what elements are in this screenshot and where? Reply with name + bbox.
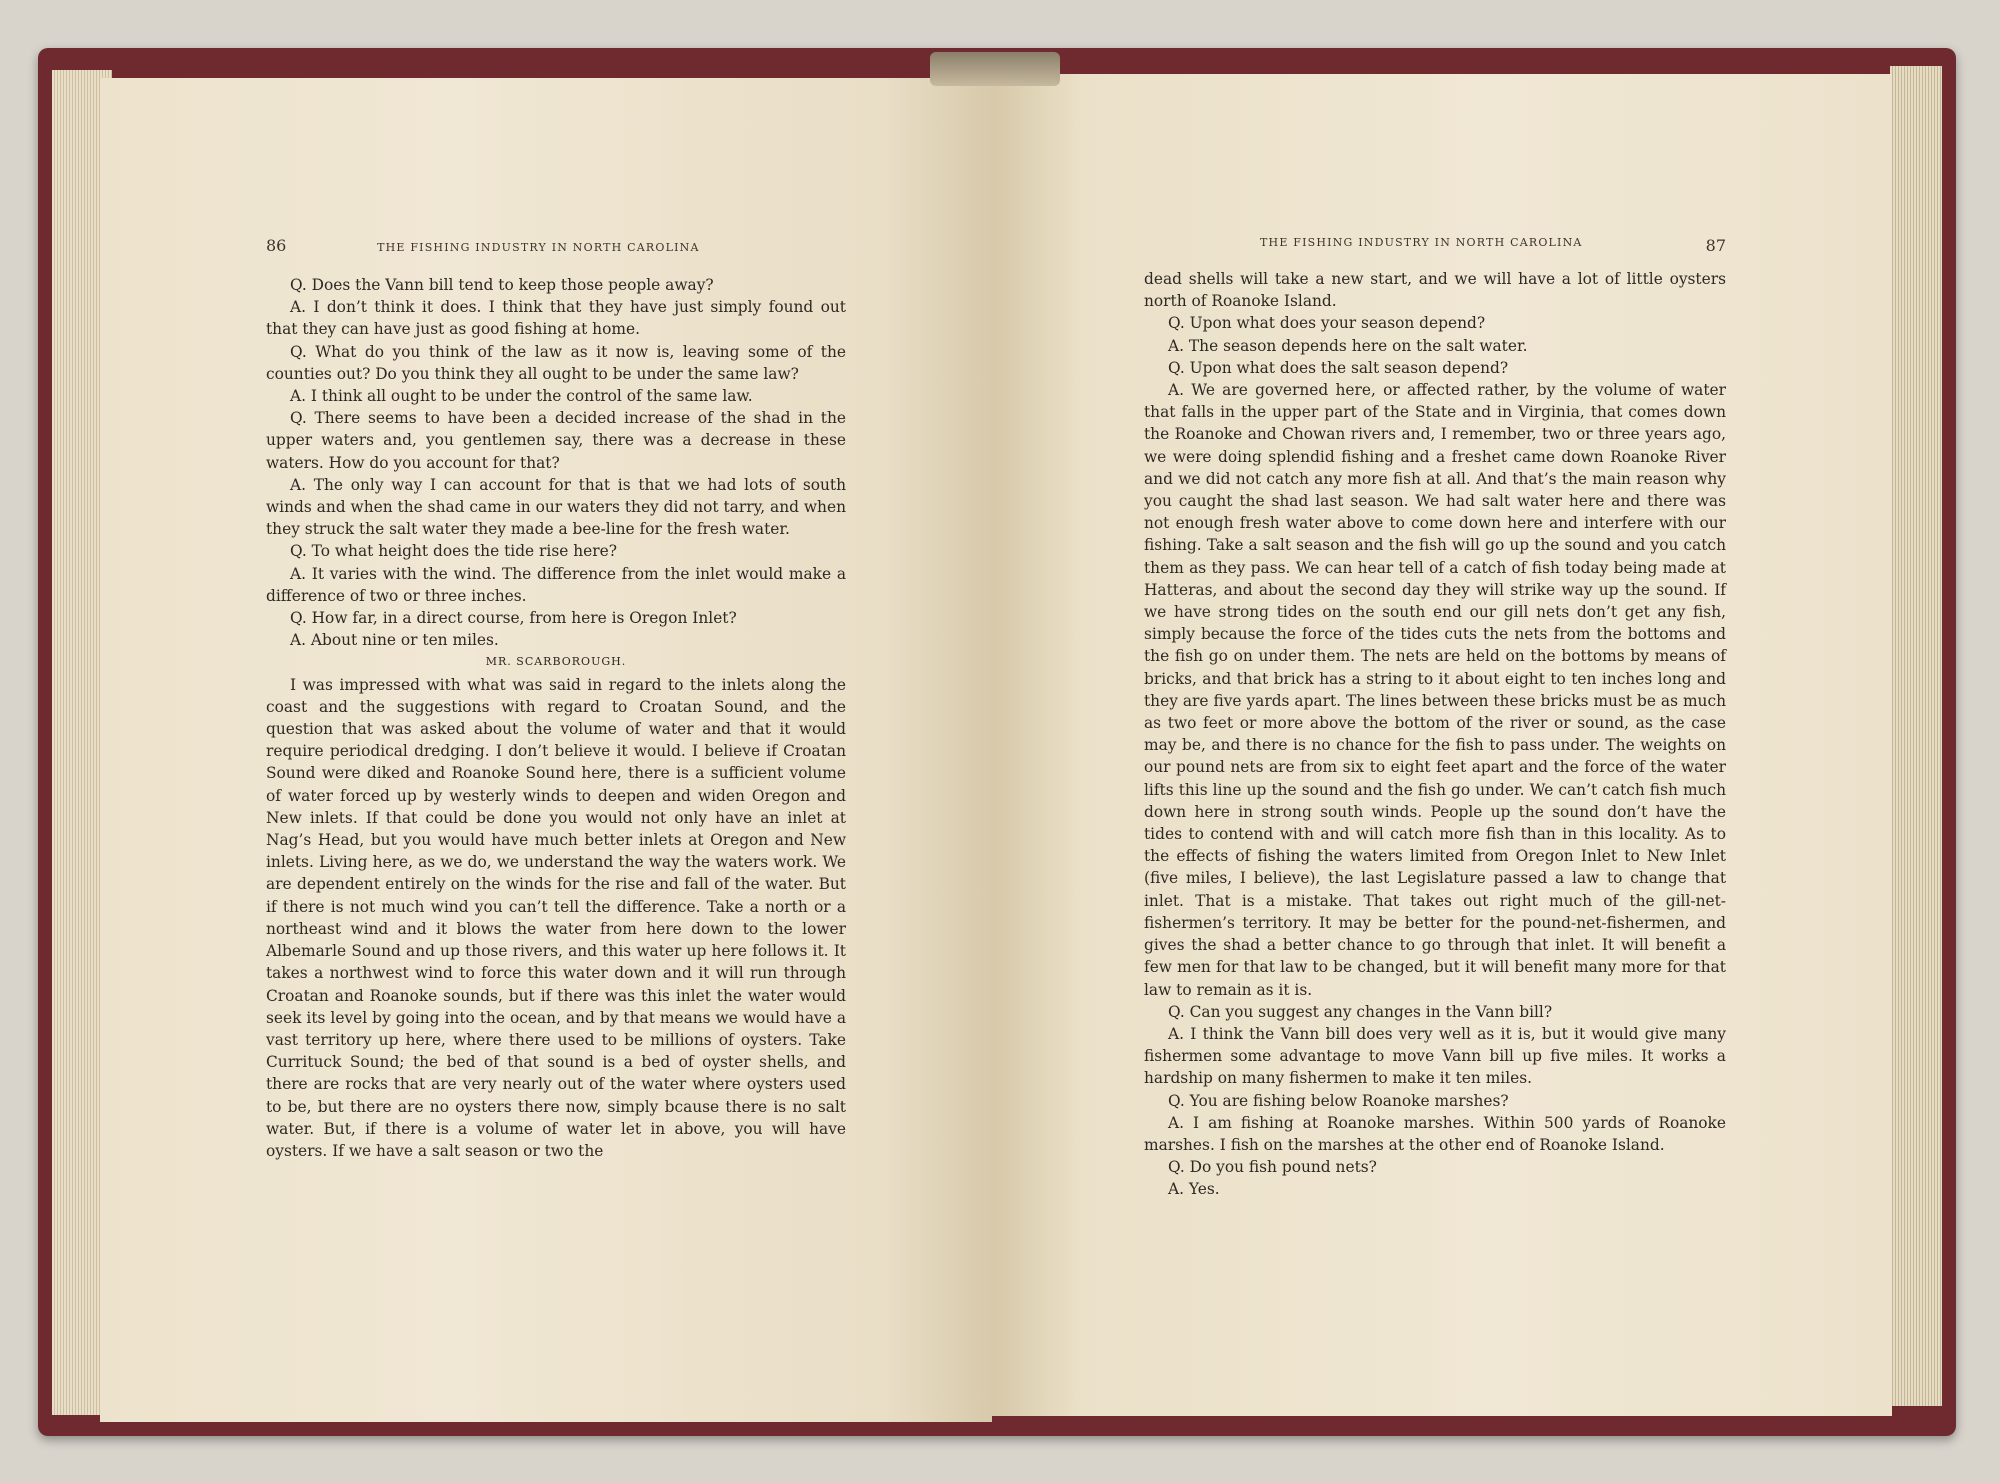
paragraph: Q. Upon what does your season depend? bbox=[1168, 314, 1486, 333]
paragraph: Q. Can you suggest any changes in the Vann bill? bbox=[1168, 1002, 1553, 1021]
paragraph: dead shells will take a new start, and we will have a lot of little oysters north of Roanoke Island. bbox=[1144, 270, 1726, 311]
left-running-head: THE FISHING INDUSTRY IN NORTH CAROLINA bbox=[377, 241, 700, 254]
paragraph: Q. Do you fish pound nets? bbox=[1168, 1158, 1377, 1177]
paragraph: A. We are governed here, or affected rather, by the volume of water that falls in the upper part of the State and in Virginia, that comes down the Roanoke and Chowan rivers and, I remember, two or three years ago, we were doing splendid fishing and a freshet came down Roanoke River and we did not catch any more fish at all. And that’s the main reason why you caught the shad last season. We had salt water here and there was not enough fresh water above to come down here and interfere with our fishing. Take a salt season and the fish will go up the sound and you catch them as they pass. We can hear tell of a catch of fish today being made at Hatteras, and about the second day they will strike way up the sound. If we have strong tides on the south end our gill nets don’t get any fish, simply because the force of the tides cuts the nets from the bottoms and the fish go on under them. The nets are held on the bottoms by means of bricks, and that brick has a string to it about eight to ten inches long and they are five yards apart. The lines between these bricks must be as much as two feet or more above the bottom of the river or sound, as the case may be, and there is no chance for the fish to pass under. The weights on our pound nets are from six to eight feet apart and the force of the water lifts this line up the sound and the fish go under. We can’t catch fish much down here in strong south winds. People up the sound don’t have the tides to contend with and will catch more fish than in this locality. As to the effects of fishing the waters limited from Oregon Inlet to New Inlet (five miles, I believe), the last Legislature passed a law to change that inlet. That is a mistake. That takes out right much of the gill-net-fishermen’s territory. It may be better for the pound-net-fishermen, and gives the shad a better chance to go through that inlet. It will benefit a few men for that law to be changed, but it will benefit many more for that law to remain as it is. bbox=[1144, 381, 1726, 999]
speaker-paragraph: I was impressed with what was said in regard to the inlets along the coast and the suggestions with regard to Croatan Sound, and the question that was asked about the volume of water and that it would require periodical dredging. I don’t believe it would. I believe if Croatan Sound were diked and Roanoke Sound here, there is a sufficient volume of water forced up by westerly winds to deepen and widen Oregon and New inlets. If that could be done you would not only have an inlet at Nag’s Head, but you would have much better inlets at Oregon and New inlets. Living here, as we do, we understand the way the waters work. We are dependent entirely on the winds for the rise and fall of the water. But if there is not much wind you can’t tell the difference. Take a north or a northeast wind and it blows the water from here down to the lower Albemarle Sound and up those rivers, and this water up here follows it. It takes a northwest wind to force this water down and it will run through Croatan and Roanoke sounds, but if there was this inlet the water would seek its level by going into the ocean, and by that means we would have a vast territory up here, where there used to be millions of oysters. Take Currituck Sound; the bed of that sound is a bed of oyster shells, and there are rocks that are very nearly out of the water where oysters used to be, but there are no oysters there now, simply bcause there is no salt water. But, if there is a volume of water let in above, you will have oysters. If we have a salt season or two the bbox=[266, 675, 846, 1160]
paragraph: A. I think all ought to be under the control of the same law. bbox=[290, 387, 753, 406]
section-heading: MR. SCARBOROUGH. bbox=[485, 655, 627, 669]
paragraph: A. I don’t think it does. I think that they have just simply found out that they can have just as good fishing at home. bbox=[266, 298, 846, 339]
paragraph: Q. What do you think of the law as it now is, leaving some of the counties out? Do you think they all ought to be under the same law? bbox=[266, 342, 846, 383]
paragraph: Q. How far, in a direct course, from here is Oregon Inlet? bbox=[290, 609, 737, 628]
left-qa-block bbox=[266, 274, 846, 651]
right-qa-block bbox=[1144, 268, 1726, 1201]
paragraph: Q. To what height does the tide rise here? bbox=[290, 542, 617, 561]
paragraph: A. I think the Vann bill does very well as it is, but it would give many fishermen some advantage to move Vann bill up five miles. It works a hardship on many fishermen to make it ten miles. bbox=[1144, 1024, 1726, 1088]
right-page-number: 87 bbox=[1705, 236, 1726, 255]
left-page-number: 86 bbox=[266, 236, 287, 255]
book-spine bbox=[930, 52, 1060, 86]
paragraph: A. About nine or ten miles. bbox=[290, 631, 499, 650]
paragraph: Q. You are fishing below Roanoke marshes? bbox=[1168, 1091, 1509, 1110]
left-page-header bbox=[266, 236, 846, 256]
paragraph: Q. Does the Vann bill tend to keep those people away? bbox=[290, 276, 714, 294]
paragraph: Q. There seems to have been a decided increase of the shad in the upper waters and, you gentlemen say, there was a decrease in these waters. How do you account for that? bbox=[266, 409, 846, 472]
paragraph: Q. Upon what does the salt season depend? bbox=[1168, 358, 1509, 377]
paragraph: A. It varies with the wind. The difference from the inlet would make a difference of two or three inches. bbox=[266, 564, 846, 605]
paragraph: A. Yes. bbox=[1168, 1180, 1220, 1199]
right-running-head: THE FISHING INDUSTRY IN NORTH CAROLINA bbox=[1260, 236, 1583, 249]
right-page-text bbox=[1144, 268, 1726, 1201]
right-page-header bbox=[1144, 236, 1726, 256]
paragraph: A. The season depends here on the salt water. bbox=[1168, 336, 1528, 355]
left-page-text bbox=[266, 274, 846, 1162]
paragraph: A. I am fishing at Roanoke marshes. Within 500 yards of Roanoke marshes. I fish on the marshes at the other end of Roanoke Island. bbox=[1144, 1113, 1726, 1154]
page-edges-right bbox=[1890, 66, 1942, 1406]
paragraph: A. The only way I can account for that is that we had lots of south winds and when the shad came in our waters they did not tarry, and when they struck the salt water they made a bee-line for the fresh water. bbox=[266, 475, 846, 539]
